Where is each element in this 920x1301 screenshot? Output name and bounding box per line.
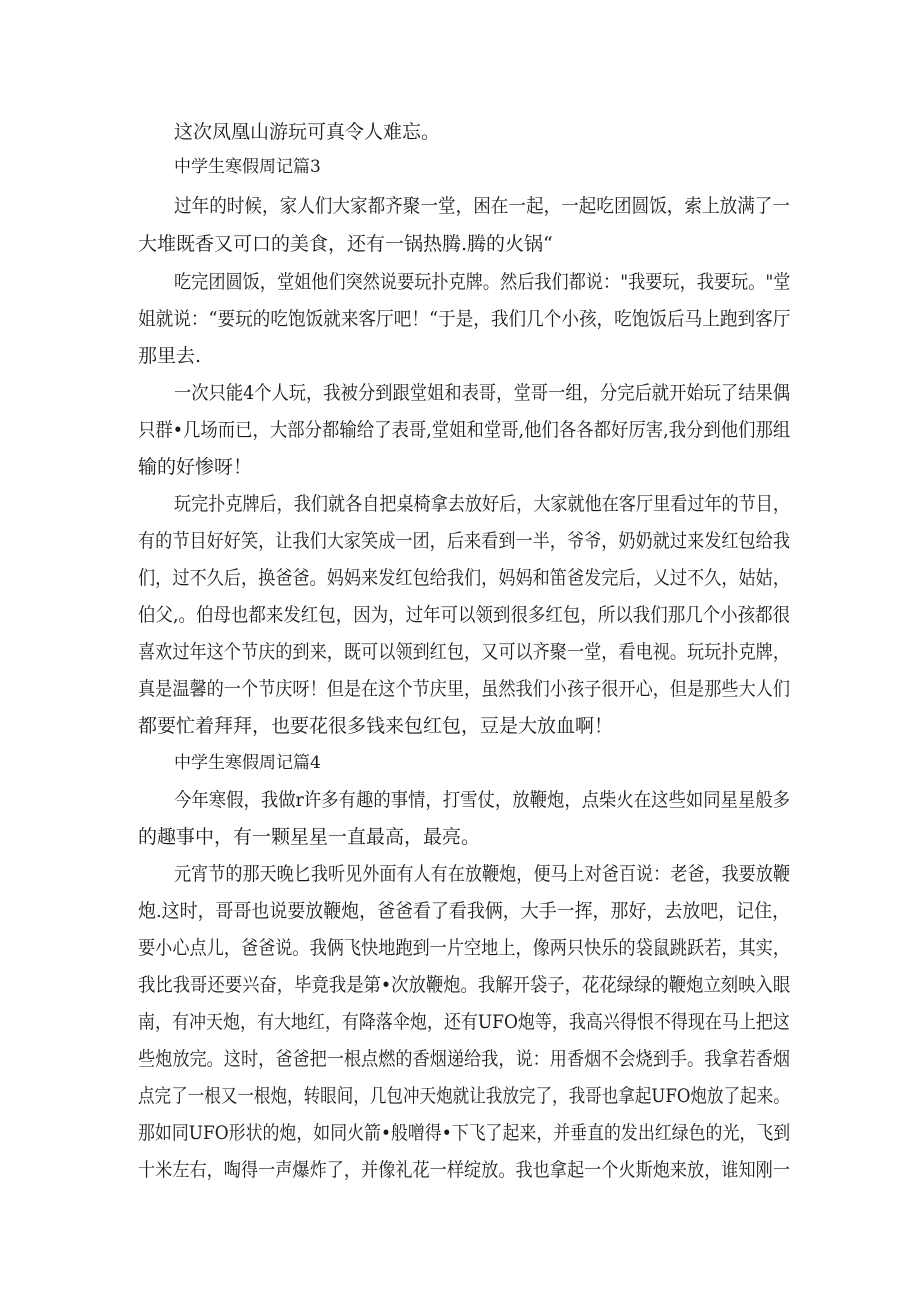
section-heading: 中学生寒假周记篇3 — [174, 157, 321, 177]
text-line: 们，过不久后，换爸爸。妈妈来发红包给我们，妈妈和笛爸发完后，乂过不久，姑姑， — [138, 567, 791, 589]
text-line: 喜欢过年这个节庆的到来，既可以领到红包，又可以齐聚一堂，看电视。玩玩扑克牌， — [138, 641, 791, 663]
text-line: 伯父,。伯母也都来发红包，因为，过年可以领到很多红包，所以我们那几个小孩都很 — [138, 604, 791, 626]
text-line: 过年的时候，家人们大家都齐聚一堂，困在一起，一起吃团圆饭，索上放满了一 — [174, 195, 791, 217]
text-line: 输的好惨呀！ — [138, 456, 253, 478]
text-line: 南，有冲天炮，有大地红，有降落伞炮，还有UFO炮等，我高兴得恨不得现在马上把这 — [138, 1011, 790, 1033]
closing-line: 这次凤凰山游玩可真令人难忘。 — [174, 121, 441, 143]
text-line: 元宵节的那天晚匕我听见外面有人有在放鞭炮，便马上对爸百说：老爸，我要放鞭 — [174, 863, 791, 885]
text-line: 那如同UFO形状的炮，如同火箭•般噌得•下飞了起来，并垂直的发出红绿色的光，飞到 — [138, 1122, 791, 1144]
text-line: 一次只能4个人玩，我被分到跟堂姐和表哥，堂哥一组，分完后就开始玩了结果偶 — [174, 382, 791, 404]
text-line: 我比我哥还要兴奋，毕竟我是第•次放鞭炮。我解开袋子，花花绿绿的鞭炮立刻映入眼 — [138, 974, 791, 996]
section-heading: 中学生寒假周记篇4 — [174, 753, 321, 773]
text-line: 的趣事中，有一颗星星一直最高，最亮。 — [138, 826, 481, 848]
text-line: 今年寒假，我做r许多有趣的事情，打雪仗，放鞭炮，点柴火在这些如同星星般多 — [174, 789, 791, 811]
text-line: 姐就说：“要玩的吃饱饭就来客厅吧！“于是，我们几个小孩，吃饱饭后马上跑到客厅 — [138, 308, 791, 330]
text-line: 那里去. — [138, 345, 202, 367]
text-line: 点完了一根又一根炮，转眼间，几包冲天炮就让我放完了，我哥也拿起UFO炮放了起来。 — [138, 1085, 790, 1107]
text-line: 玩完扑克牌后，我们就各自把桌椅拿去放好后，大家就他在客厅里看过年的节目， — [174, 493, 791, 515]
text-line: 炮.这时，哥哥也说要放鞭炮，爸爸看了看我俩，大手一挥，那好，去放吧，记住， — [138, 900, 791, 922]
text-line: 只群•几场而已，大部分都输给了表哥,堂姐和堂哥,他们各各都好厉害,我分到他们那组 — [138, 419, 791, 441]
text-line: 都要忙着拜拜，也要花很多钱来包红包，豆是大放血啊！ — [138, 715, 614, 737]
text-line: 有的节目好好笑，让我们大家笑成一团，后来看到一半，爷爷，奶奶就过来发红包给我 — [138, 530, 791, 552]
text-line: 要小心点儿，爸爸说。我俩飞快地跑到一片空地上，像两只快乐的袋鼠跳跃若，其实， — [138, 937, 791, 959]
text-line: 吃完团圆饭，堂姐他们突然说要玩扑克牌。然后我们都说："我要玩，我要玩。"堂 — [174, 271, 791, 293]
text-line: 真是温馨的一个节庆呀！但是在这个节庆里，虽然我们小孩子很开心，但是那些大人们 — [138, 678, 791, 700]
text-line: 十米左右，啕得一声爆炸了，并像礼花一样绽放。我也拿起一个火斯炮来放，谁知刚一 — [138, 1159, 791, 1181]
text-line: 大堆既香又可口的美食，还有一锅热腾.腾的火锅“ — [138, 233, 553, 255]
text-line: 些炮放完。这时，爸爸把一根点燃的香烟递给我，说：用香烟不会烧到手。我拿若香烟 — [138, 1048, 791, 1070]
